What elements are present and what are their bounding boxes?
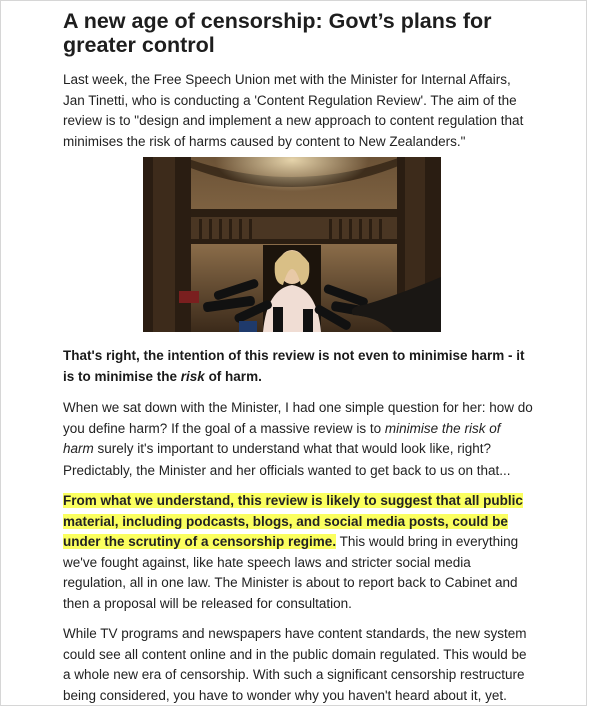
bold-statement: That's right, the intention of this review is not even to minimise harm - it is to minimise the risk of harm. <box>63 348 525 384</box>
press-photo-illustration <box>143 157 441 332</box>
highlighted-text: From what we understand, this review is likely to suggest that all public material, including podcasts, blogs, and social media posts, could be under the scrutiny of a censorship regime. <box>63 493 523 550</box>
intro-paragraph: Last week, the Free Speech Union met with the Minister for Internal Affairs, Jan Tinetti, who is conducting a 'Content Regulation Review'. The aim of the review is to "design and implement a new approach to content regulation that minimises the risk of harms caused by content to New Zealanders." <box>63 72 524 149</box>
question-paragraph: When we sat down with the Minister, I had one simple question for her: how do you define harm? If the goal of a massive review is to minimise the risk of harm surely it's important to understand what that would look like, right? <box>63 400 533 457</box>
press-conference-photo <box>143 157 441 332</box>
article-title: A new age of censorship: Govt’s plans for greater control <box>63 9 492 57</box>
predictably-paragraph: Predictably, the Minister and her officials wanted to get back to us on that... <box>63 463 511 478</box>
closing-paragraph: While TV programs and newspapers have content standards, the new system could see all content online and in the public domain regulated. This would be a whole new era of censorship. With such a significant censorship restructure being considered, you have to wonder why you haven't heard about it, yet. <box>63 626 527 703</box>
highlight-paragraph: From what we understand, this review is likely to suggest that all public material, including podcasts, blogs, and social media posts, could be under the scrutiny of a censorship regime. This would bring in everything we've fought against, like hate speech laws and stricter social media regulation, all in one law. The Minister is about to report back to Cabinet and then a proposal will be released for consultation. <box>63 493 523 611</box>
